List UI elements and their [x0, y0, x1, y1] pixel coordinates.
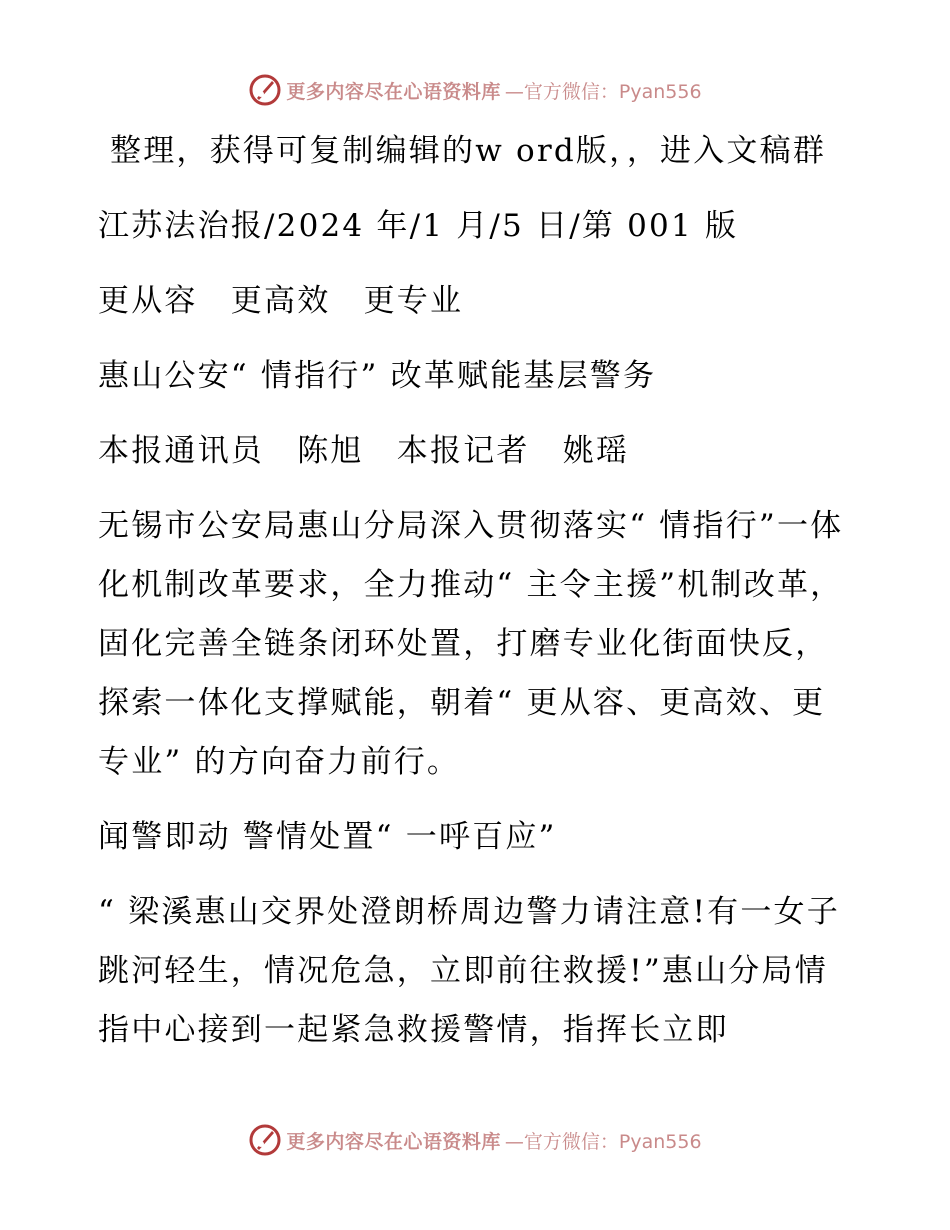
doc-body-paragraph: “ 梁溪惠山交界处澄朗桥周边警力请注意!有一女子跳河轻生，情况危急，立即前往救援!”惠山分局情指中心接到一起紧急救援警情，指挥长立即: [98, 894, 840, 1048]
doc-intro-note: 整理，获得可复制编辑的w ord版，，进入文稿群: [110, 133, 827, 169]
doc-source-line: 江苏法治报/2024 年/1 月/5 日/第 001 版: [98, 208, 739, 244]
footer-watermark: [0, 1120, 950, 1160]
doc-section-heading: 闻警即动 警情处置“ 一呼百应”: [98, 819, 557, 855]
watermark-site-text: 更多内容尽在心语资料库: [286, 80, 501, 103]
watermark-site-text: 更多内容尽在心语资料库: [286, 1130, 501, 1153]
watermark-contact-text: —官方微信：Pyan556: [504, 80, 702, 103]
quill-seal-icon: [248, 1123, 282, 1157]
doc-subtitle: 更从容 更高效 更专业: [98, 283, 464, 319]
doc-byline: 本报通讯员 陈旭 本报记者 姚瑶: [98, 433, 630, 469]
watermark-contact-text: —官方微信：Pyan556: [504, 1130, 702, 1153]
doc-headline: 惠山公安“ 情指行” 改革赋能基层警务: [98, 358, 657, 394]
quill-seal-icon: [248, 73, 282, 107]
document-body: [98, 122, 858, 1076]
header-watermark: [0, 70, 950, 110]
doc-lead-paragraph: 无锡市公安局惠山分局深入贯彻落实“ 情指行”一体化机制改革要求，全力推动“ 主令主援”机制改革，固化完善全链条闭环处置，打磨专业化街面快反，探索一体化支撑赋能，朝着“ 更从容、更高效、更专业” 的方向奋力前行。: [98, 508, 844, 780]
